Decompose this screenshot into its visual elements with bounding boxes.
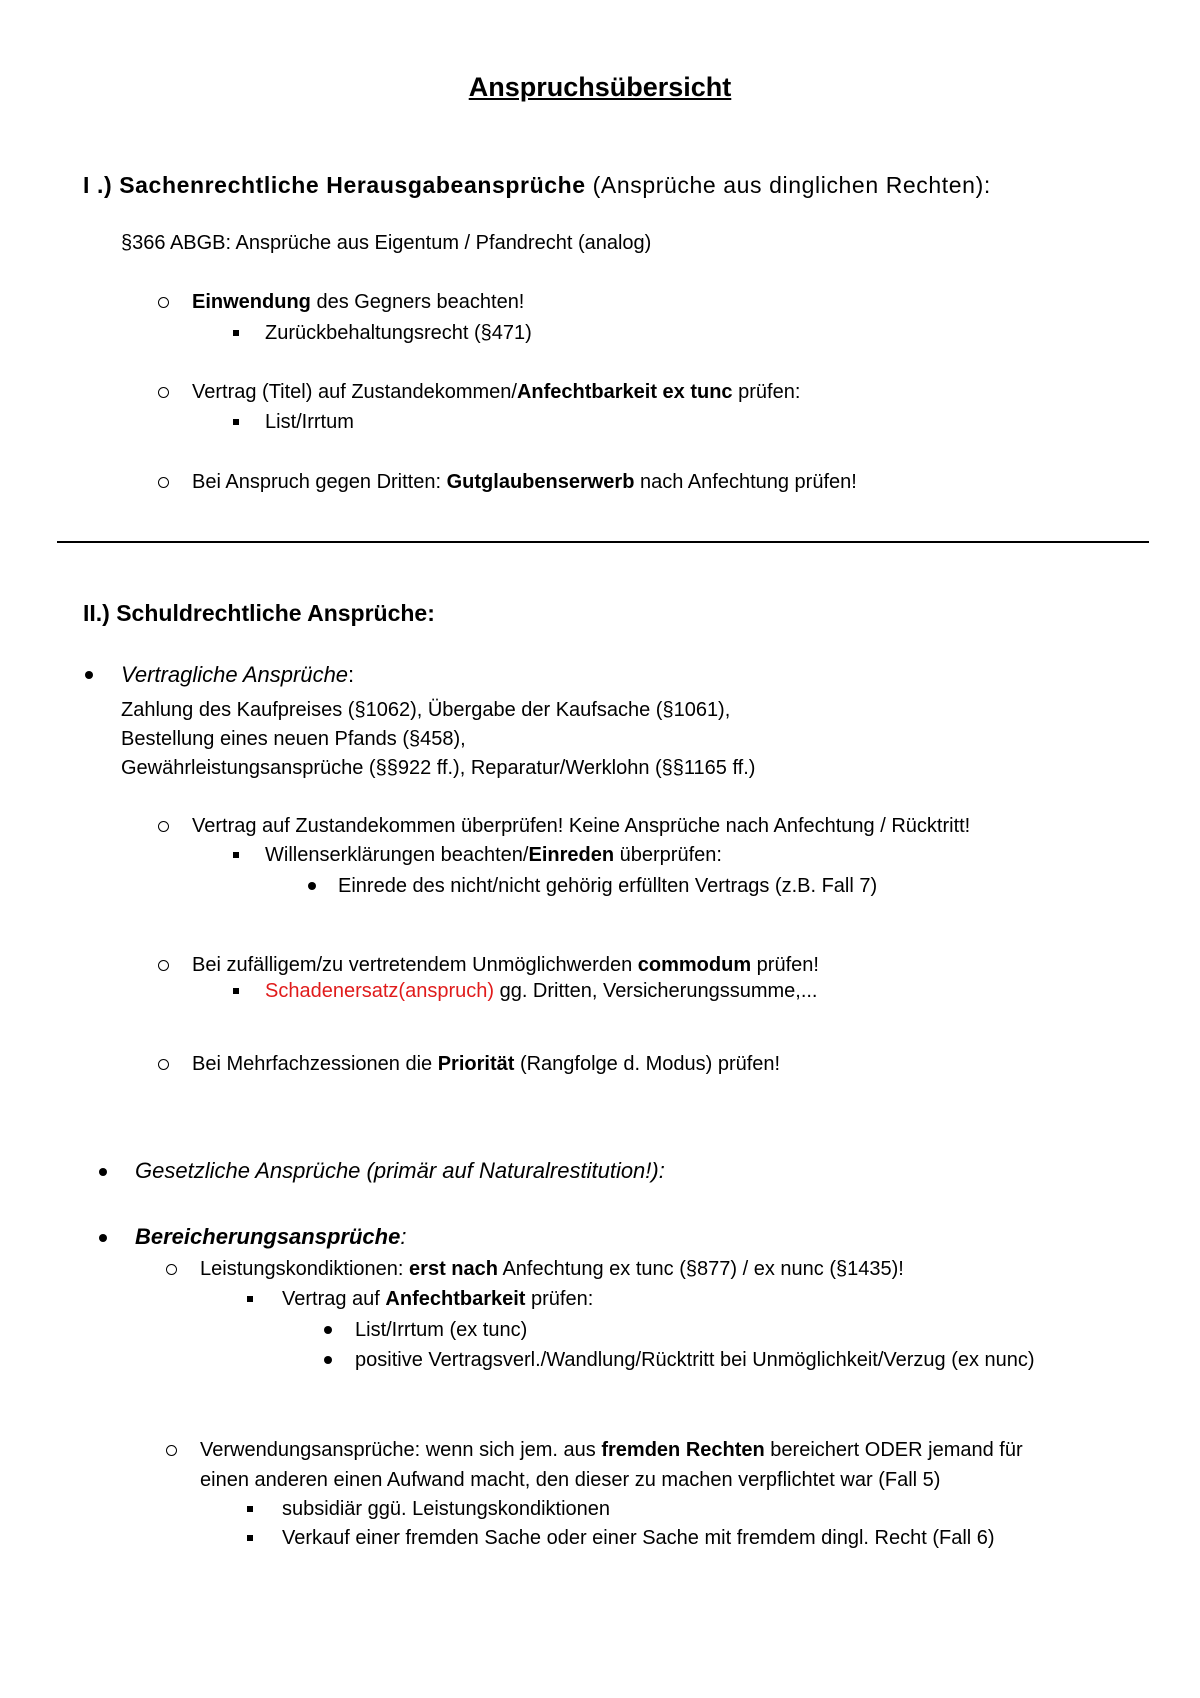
verwendung-bold: fremden Rechten xyxy=(601,1439,765,1461)
square-bullet-icon xyxy=(233,988,239,994)
section-1-item-2-pre: Vertrag (Titel) auf Zustandekommen/ xyxy=(192,381,517,403)
circle-bullet-icon xyxy=(158,1059,169,1070)
bullet-dot-icon xyxy=(85,671,93,679)
bullet-dot-icon xyxy=(324,1326,332,1334)
circle-bullet-icon xyxy=(158,821,169,832)
vertraglich-item-1-subsub: Einrede des nicht/nicht gehörig erfüllten Vertrags (z.B. Fall 7) xyxy=(338,875,878,897)
section-1-item-3 xyxy=(192,469,857,495)
leistung-rest: Anfechtung ex tunc (§877) / ex nunc (§1435)! xyxy=(497,1258,904,1280)
verwendungsansprueche-line-2: einen anderen einen Aufwand macht, den dieser zu machen verpflichtet war (Fall 5) xyxy=(200,1469,941,1491)
verwendung-sub-1: subsidiär ggü. Leistungskondiktionen xyxy=(282,1498,610,1520)
vertragliche-label: Vertragliche Ansprüche xyxy=(121,662,349,687)
bereicherung-label: Bereicherungsansprüche xyxy=(135,1224,401,1249)
vertrag-rest: prüfen: xyxy=(525,1288,594,1310)
vertraglich-item-1-sub-rest: überprüfen: xyxy=(614,844,722,866)
verwendungsansprueche xyxy=(200,1437,1023,1463)
circle-bullet-icon xyxy=(158,477,169,488)
section-1-line: §366 ABGB: Ansprüche aus Eigentum / Pfandrecht (analog) xyxy=(121,232,652,254)
vertragliche-line-2: Bestellung eines neuen Pfands (§458), xyxy=(121,728,466,750)
section-1-heading xyxy=(83,170,991,200)
vertraglich-item-3-rest: (Rangfolge d. Modus) prüfen! xyxy=(514,1053,781,1075)
bullet-dot-icon xyxy=(99,1234,107,1242)
vertragliche-heading xyxy=(121,662,354,688)
vertraglich-item-1: Vertrag auf Zustandekommen überprüfen! Keine Ansprüche nach Anfechtung / Rücktritt! xyxy=(192,815,971,837)
square-bullet-icon xyxy=(233,330,239,336)
circle-bullet-icon xyxy=(158,297,169,308)
vertraglich-item-2-sub xyxy=(265,978,817,1004)
verwendung-sub-2: Verkauf einer fremden Sache oder einer Sache mit fremdem dingl. Recht (Fall 6) xyxy=(282,1527,995,1549)
positive-vertragsverletzung: positive Vertragsverl./Wandlung/Rücktritt bei Unmöglichkeit/Verzug (ex nunc) xyxy=(355,1349,1035,1371)
section-1-item-2-rest: prüfen: xyxy=(732,381,801,403)
page-title: Anspruchsübersicht xyxy=(468,72,732,102)
verwendung-rest: bereichert ODER jemand für xyxy=(764,1439,1023,1461)
vertraglich-item-2-sub-rest: gg. Dritten, Versicherungssumme,... xyxy=(494,980,818,1002)
circle-bullet-icon xyxy=(166,1264,177,1275)
section-2-heading: II.) Schuldrechtliche Ansprüche: xyxy=(83,600,435,626)
bullet-dot-icon xyxy=(308,882,316,890)
section-1-item-3-bold: Gutglaubenserwerb xyxy=(446,471,635,493)
bullet-dot-icon xyxy=(324,1356,332,1364)
vertraglich-item-1-sub xyxy=(265,842,722,868)
square-bullet-icon xyxy=(247,1506,253,1512)
vertraglich-item-2-rest: prüfen! xyxy=(751,954,819,976)
vertraglich-item-2-pre: Bei zufälligem/zu vertretendem Unmöglichwerden xyxy=(192,954,638,976)
section-1-item-2-bold: Anfechtbarkeit ex tunc xyxy=(516,381,733,403)
vertraglich-item-2 xyxy=(192,952,819,978)
vertragliche-line-3: Gewährleistungsansprüche (§§922 ff.), Reparatur/Werklohn (§§1165 ff.) xyxy=(121,757,756,779)
section-1-item-3-rest: nach Anfechtung prüfen! xyxy=(634,471,857,493)
leistungskondiktionen xyxy=(200,1256,904,1282)
vertrag-anfechtbarkeit xyxy=(282,1286,593,1312)
section-1-item-1 xyxy=(192,289,524,315)
section-1-item-1-sub: Zurückbehaltungsrecht (§471) xyxy=(265,322,532,344)
list-irrtum-ex-tunc: List/Irrtum (ex tunc) xyxy=(355,1319,528,1341)
vertraglich-item-1-sub-pre: Willenserklärungen beachten/ xyxy=(265,844,529,866)
section-1-item-2-sub: List/Irrtum xyxy=(265,411,354,433)
section-1-heading-rest: (Ansprüche aus dinglichen Rechten): xyxy=(585,172,991,198)
vertrag-bold: Anfechtbarkeit xyxy=(385,1288,526,1310)
bereicherung-heading xyxy=(135,1224,406,1250)
vertraglich-item-1-sub-bold: Einreden xyxy=(528,844,615,866)
vertragliche-line-1: Zahlung des Kaufpreises (§1062), Übergabe der Kaufsache (§1061), xyxy=(121,699,731,721)
circle-bullet-icon xyxy=(158,960,169,971)
section-divider xyxy=(57,541,1149,543)
bullet-dot-icon xyxy=(99,1168,107,1176)
vertraglich-item-3-pre: Bei Mehrfachzessionen die xyxy=(192,1053,438,1075)
gesetzliche-heading: Gesetzliche Ansprüche (primär auf Naturalrestitution!): xyxy=(135,1158,665,1183)
vertraglich-item-3-bold: Priorität xyxy=(437,1053,515,1075)
leistung-bold: erst nach xyxy=(409,1258,498,1280)
vertraglich-item-3 xyxy=(192,1051,780,1077)
square-bullet-icon xyxy=(233,419,239,425)
section-1-item-1-bold: Einwendung xyxy=(192,291,311,313)
vertraglich-item-2-sub-red: Schadenersatz(anspruch) xyxy=(265,980,495,1002)
leistung-pre: Leistungskondiktionen: xyxy=(200,1258,410,1280)
square-bullet-icon xyxy=(247,1535,253,1541)
section-1-item-3-pre: Bei Anspruch gegen Dritten: xyxy=(192,471,447,493)
vertrag-pre: Vertrag auf xyxy=(282,1288,386,1310)
circle-bullet-icon xyxy=(166,1445,177,1456)
square-bullet-icon xyxy=(233,852,239,858)
square-bullet-icon xyxy=(247,1296,253,1302)
circle-bullet-icon xyxy=(158,387,169,398)
section-1-heading-bold: I .) Sachenrechtliche Herausgabeansprüche xyxy=(83,172,586,198)
section-1-item-1-rest: des Gegners beachten! xyxy=(310,291,525,313)
vertragliche-colon: : xyxy=(348,662,355,687)
verwendung-pre: Verwendungsansprüche: wenn sich jem. aus xyxy=(200,1439,602,1461)
vertraglich-item-2-bold: commodum xyxy=(637,954,752,976)
bereicherung-colon: : xyxy=(400,1224,407,1249)
section-1-item-2 xyxy=(192,379,800,405)
